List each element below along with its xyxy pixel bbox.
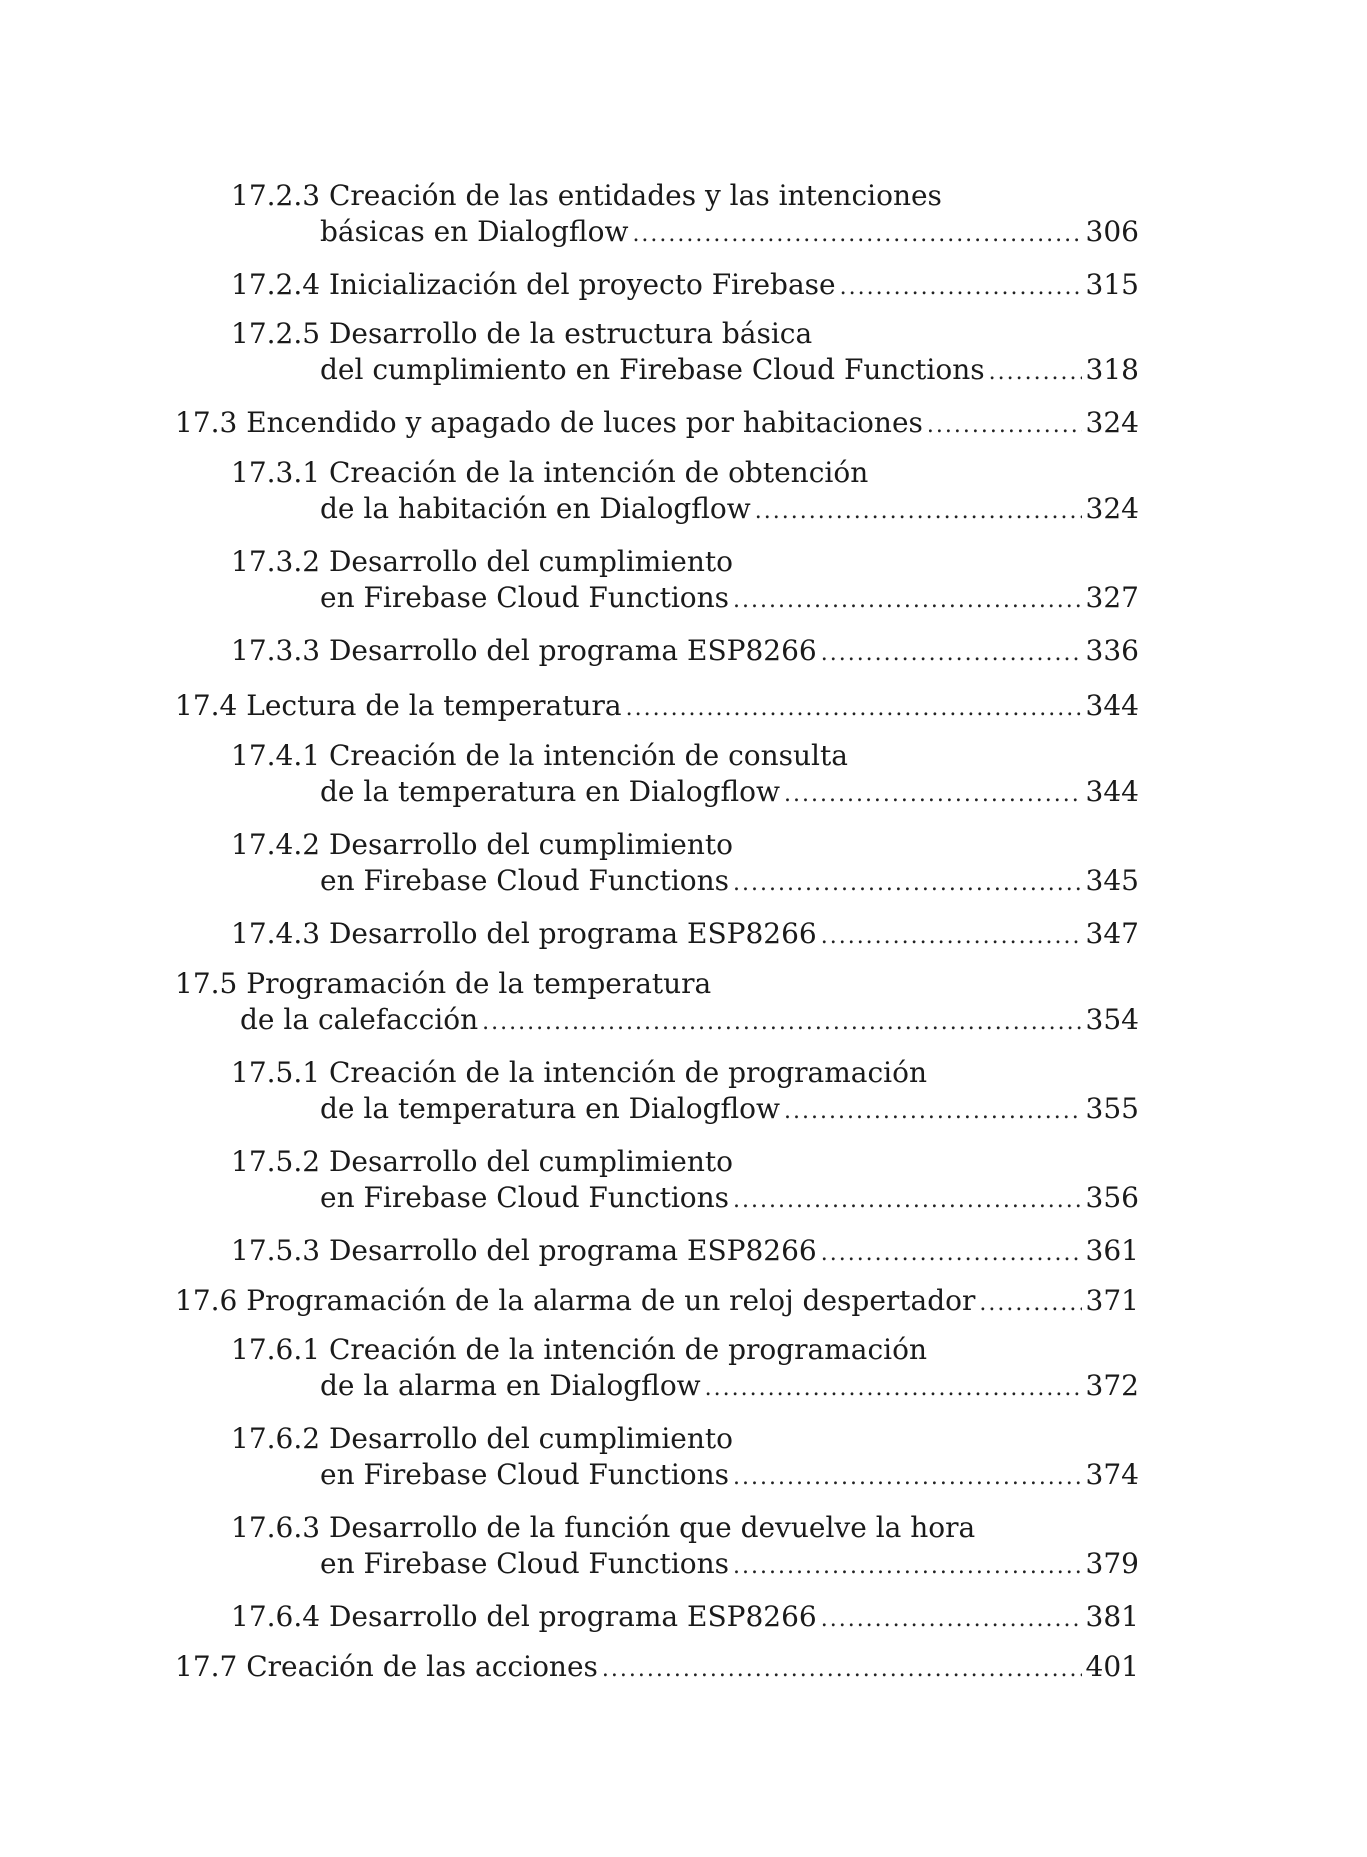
toc-page-number: 344 — [1085, 689, 1139, 722]
dot-leader — [821, 1602, 1082, 1638]
toc-page-number: 324 — [1085, 406, 1139, 439]
toc-entry-row — [320, 1457, 1139, 1496]
toc-entry-title-continuation: básicas en Dialogflow — [320, 215, 629, 248]
dot-leader — [733, 583, 1082, 619]
dot-leader — [821, 919, 1082, 955]
toc-entry-row — [320, 491, 1139, 530]
toc-entry-title-continuation: en Firebase Cloud Functions — [320, 1547, 730, 1580]
toc-entry-row — [320, 1368, 1139, 1407]
toc-entry-title: 17.6.1 Creación de la intención de programación — [231, 1333, 928, 1366]
toc-entry-row — [175, 688, 1139, 727]
dot-leader — [784, 777, 1082, 813]
toc-entry-title: 17.4.2 Desarrollo del cumplimiento — [231, 828, 734, 861]
dot-leader — [733, 866, 1082, 902]
toc-entry-row — [231, 267, 1139, 306]
toc-entry-title: 17.5.1 Creación de la intención de programación — [231, 1056, 928, 1089]
dot-leader — [632, 217, 1081, 253]
toc-entry-title: 17.2.4 Inicialización del proyecto Firebase — [231, 268, 836, 301]
dot-leader — [979, 1286, 1081, 1322]
toc-entry-row — [320, 580, 1139, 619]
toc-page-number: 372 — [1085, 1369, 1139, 1402]
toc-entry-title-continuation: en Firebase Cloud Functions — [320, 581, 730, 614]
toc-page-number: 354 — [1085, 1003, 1139, 1036]
toc-page-number: 401 — [1085, 1650, 1139, 1683]
dot-leader — [755, 494, 1082, 530]
toc-entry-title-continuation: de la calefacción — [240, 1003, 479, 1036]
toc-entry-row — [175, 405, 1139, 444]
toc-page-number: 327 — [1085, 581, 1139, 614]
toc-entry-row — [320, 214, 1139, 253]
toc-entry-title-continuation: del cumplimiento en Firebase Cloud Functions — [320, 353, 985, 386]
toc-entry-title: 17.4.3 Desarrollo del programa ESP8266 — [231, 917, 817, 950]
toc-page-number: 374 — [1085, 1458, 1139, 1491]
toc-entry-row — [320, 863, 1139, 902]
toc-entry-title: 17.4.1 Creación de la intención de consulta — [231, 739, 848, 772]
dot-leader — [733, 1549, 1082, 1585]
toc-entry-row — [320, 774, 1139, 813]
dot-leader — [821, 636, 1082, 672]
dot-leader — [626, 691, 1082, 727]
toc-entry-title-continuation: en Firebase Cloud Functions — [320, 1181, 730, 1214]
toc-entry-title: 17.5 Programación de la temperatura — [175, 967, 712, 1000]
dot-leader — [840, 270, 1082, 306]
dot-leader — [733, 1183, 1082, 1219]
toc-page-number: 324 — [1085, 492, 1139, 525]
toc-entry-title: 17.6.2 Desarrollo del cumplimiento — [231, 1422, 734, 1455]
toc-page-number: 344 — [1085, 775, 1139, 808]
toc-page-number: 347 — [1085, 917, 1139, 950]
toc-entry-title-continuation: de la habitación en Dialogflow — [320, 492, 751, 525]
toc-entry-row — [231, 1233, 1139, 1272]
toc-entry-title: 17.6 Programación de la alarma de un reloj despertador — [175, 1284, 976, 1317]
toc-entry-row — [320, 1180, 1139, 1219]
toc-page-number: 306 — [1085, 215, 1139, 248]
dot-leader — [821, 1236, 1082, 1272]
toc-entry-row — [231, 633, 1139, 672]
toc-entry-title-continuation: en Firebase Cloud Functions — [320, 864, 730, 897]
dot-leader — [927, 408, 1082, 444]
dot-leader — [784, 1094, 1082, 1130]
toc-page-number: 355 — [1085, 1092, 1139, 1125]
dot-leader — [733, 1460, 1082, 1496]
toc-entry-title: 17.6.4 Desarrollo del programa ESP8266 — [231, 1600, 817, 1633]
toc-page-number: 379 — [1085, 1547, 1139, 1580]
toc-entry-title: 17.3 Encendido y apagado de luces por habitaciones — [175, 406, 923, 439]
toc-entry-title-continuation: en Firebase Cloud Functions — [320, 1458, 730, 1491]
toc-entry-title: 17.3.3 Desarrollo del programa ESP8266 — [231, 634, 817, 667]
dot-leader — [482, 1005, 1081, 1041]
toc-entry-row — [175, 1283, 1139, 1322]
toc-entry-title: 17.5.3 Desarrollo del programa ESP8266 — [231, 1234, 817, 1267]
dot-leader — [989, 355, 1082, 391]
dot-leader — [602, 1652, 1082, 1688]
toc-entry-title: 17.2.3 Creación de las entidades y las intenciones — [231, 179, 942, 212]
toc-entry-title-continuation: de la temperatura en Dialogflow — [320, 1092, 780, 1125]
dot-leader — [705, 1371, 1082, 1407]
toc-entry-title-continuation: de la alarma en Dialogflow — [320, 1369, 701, 1402]
toc-entry-row — [240, 1002, 1139, 1041]
toc-page-number: 315 — [1085, 268, 1139, 301]
toc-entry-row — [175, 1649, 1139, 1688]
toc-entry-title: 17.5.2 Desarrollo del cumplimiento — [231, 1145, 734, 1178]
toc-entry-title: 17.2.5 Desarrollo de la estructura básica — [231, 317, 813, 350]
toc-entry-title-continuation: de la temperatura en Dialogflow — [320, 775, 780, 808]
toc-entry-row — [231, 1599, 1139, 1638]
toc-entry-title: 17.7 Creación de las acciones — [175, 1650, 598, 1683]
toc-entry-title: 17.3.1 Creación de la intención de obtención — [231, 456, 869, 489]
toc-page-number: 345 — [1085, 864, 1139, 897]
toc-entry-row — [231, 916, 1139, 955]
toc-entry-title: 17.4 Lectura de la temperatura — [175, 689, 622, 722]
toc-page-number: 381 — [1085, 1600, 1139, 1633]
toc-entry-row — [320, 1546, 1139, 1585]
toc-entry-row — [320, 1091, 1139, 1130]
toc-entry-title: 17.6.3 Desarrollo de la función que devuelve la hora — [231, 1511, 976, 1544]
toc-page-number: 356 — [1085, 1181, 1139, 1214]
toc-entry-title: 17.3.2 Desarrollo del cumplimiento — [231, 545, 734, 578]
toc-page-number: 371 — [1085, 1284, 1139, 1317]
toc-page-number: 361 — [1085, 1234, 1139, 1267]
toc-page-number: 336 — [1085, 634, 1139, 667]
toc-page-number: 318 — [1085, 353, 1139, 386]
toc-entry-row — [320, 352, 1139, 391]
